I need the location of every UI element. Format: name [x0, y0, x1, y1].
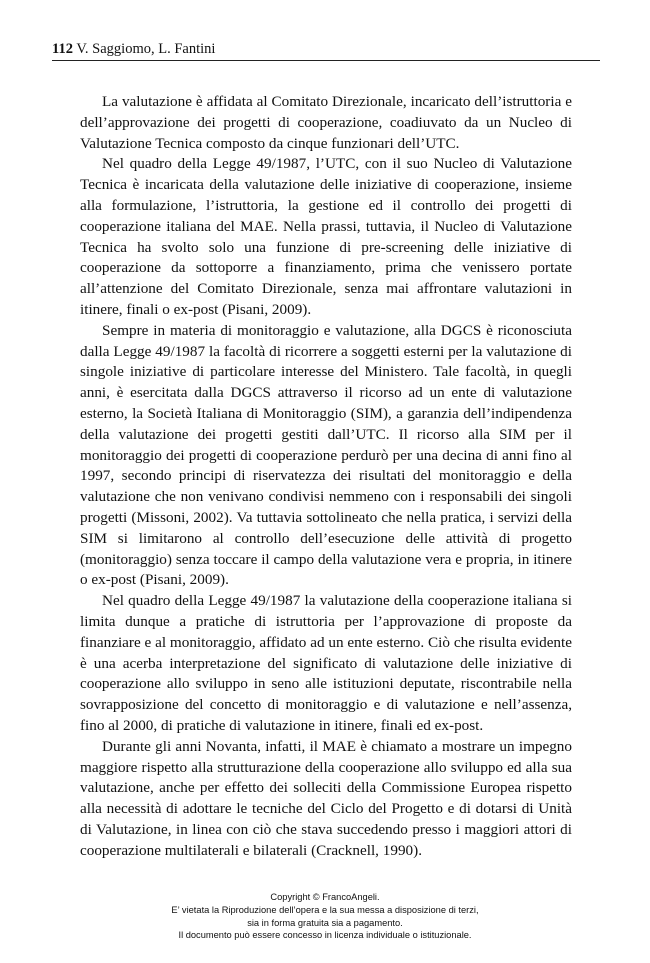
- copyright-line: Copyright © FrancoAngeli.: [270, 892, 380, 902]
- body-text: [80, 92, 572, 861]
- paragraph-1: La valutazione è affidata al Comitato Direzionale, incaricato dell’istruttoria e dell’approvazione dei progetti di cooperazione, coadiuvato da un Nucleo di Valutazione Tecnica composto da cinque funzionari dell’UTC.: [80, 93, 572, 152]
- reproduction-notice-line: E’ vietata la Riproduzione dell’opera e la sua messa a disposizione di terzi,: [171, 904, 479, 915]
- header-divider: [52, 60, 600, 61]
- license-notice-line: Il documento può essere concesso in licenza individuale o istituzionale.: [178, 930, 472, 941]
- payment-notice-line: sia in forma gratuita sia a pagamento.: [247, 917, 403, 928]
- page-number: 112: [52, 41, 73, 57]
- copyright-footer: [100, 891, 550, 942]
- running-header: [52, 40, 600, 58]
- paragraph-2: Nel quadro della Legge 49/1987, l’UTC, con il suo Nucleo di Valutazione Tecnica è incaricata della valutazione delle iniziative di cooperazione, insieme alla formulazione, l’istruttoria, la gestione ed il controllo dei progetti di cooperazione italiana del MAE. Nella prassi, tuttavia, il Nucleo di Valutazione Tecnica ha svolto solo una funzione di pre-screening delle iniziative di cooperazione da sottoporre a finanziamento, prima che venissero portate all’attenzione del Comitato Direzionale, senza mai affrontare valutazioni in itinere, finali o ex-post (Pisani, 2009).: [80, 155, 572, 318]
- header-authors: V. Saggiomo, L. Fantini: [76, 41, 216, 57]
- paragraph-5: Durante gli anni Novanta, infatti, il MAE è chiamato a mostrare un impegno maggiore rispetto alla strutturazione della cooperazione allo sviluppo ed alla sua valutazione, anche per effetto dei solleciti della Commissione Europea rispetto alla necessità di adottare le tecniche del Ciclo del Progetto e di dotarsi di Unità di Valutazione, in linea con ciò che stava succedendo presso i maggiori attori di cooperazione multilaterali e bilaterali (Cracknell, 1990).: [80, 737, 572, 859]
- paragraph-3: Sempre in materia di monitoraggio e valutazione, alla DGCS è riconosciuta dalla Legge 49/1987 la facoltà di ricorrere a soggetti esterni per la valutazione di singole iniziative di particolare interesse del Ministero. Tale facoltà, in quegli anni, è esercitata dalla DGCS attraverso il ricorso ad un ente di valutazione esterno, la Società Italiana di Monitoraggio (SIM), a garanzia dell’indipendenza della valutazione dei progetti gestiti dall’UTC. Il ricorso alla SIM per il monitoraggio dei progetti di cooperazione perdurò per una decina di anni fino al 1997, secondo principi di riservatezza dei risultati del monitoraggio e della valutazione che non venivano condivisi nemmeno con i responsabili dei singoli progetti (Missoni, 2002). Va tuttavia sottolineato che nella pratica, i servizi della SIM si limitarono al controllo dell’esecuzione delle attività di progetto (monitoraggio) senza toccare il campo della valutazione vera e propria, in itinere o ex-post (Pisani, 2009).: [80, 321, 572, 589]
- paragraph-4: Nel quadro della Legge 49/1987 la valutazione della cooperazione italiana si limita dunque a pratiche di istruttoria per l’approvazione di proposte da finanziare e al monitoraggio, affidato ad un ente esterno. Ciò che risulta evidente è una acerba interpretazione del significato di valutazione delle iniziative di cooperazione allo sviluppo in seno alle istituzioni deputate, riscontrabile nella sovrapposizione del concetto di monitoraggio e di valutazione e nell’assenza, fino al 2000, di pratiche di valutazione in itinere, finali ed ex-post.: [80, 592, 572, 734]
